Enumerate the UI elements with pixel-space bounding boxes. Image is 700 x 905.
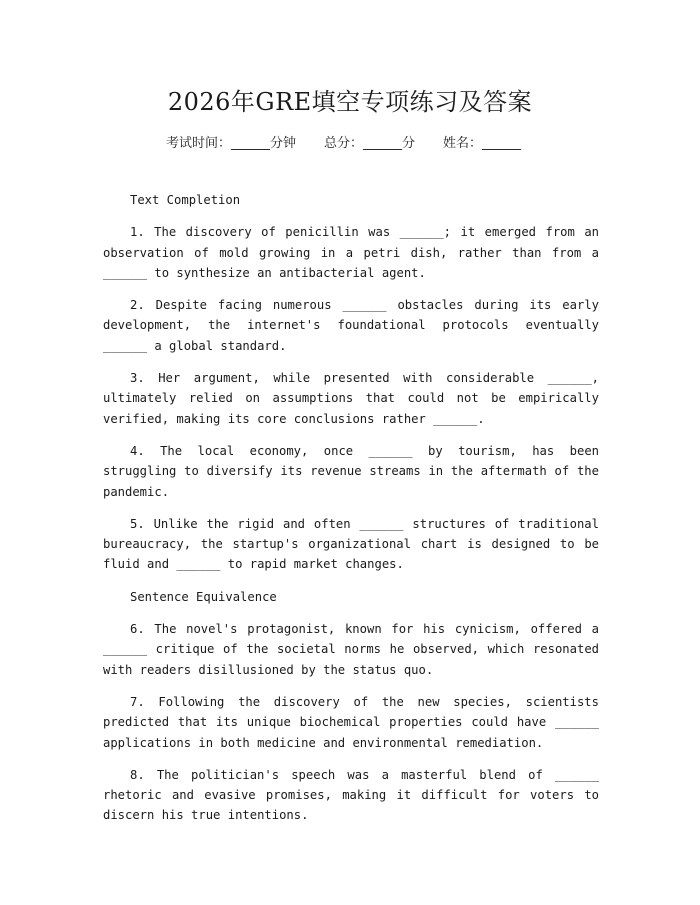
section-text-completion (103, 190, 599, 575)
question-content (103, 190, 599, 838)
exam-info-line (166, 132, 521, 151)
page-title: 2026年GRE填空专项练习及答案 (167, 88, 533, 116)
question-item: 3. Her argument, while presented with considerable ______, ultimately relied on assumptions that could not be empirically verified, making its core conclusions rather ______. (103, 371, 599, 426)
question-item: 8. The politician's speech was a masterful blend of ______ rhetoric and evasive promises, making it difficult for voters to discern his true intentions. (103, 767, 599, 823)
section-sentence-equivalence (103, 587, 599, 826)
question-item: 2. Despite facing numerous ______ obstacles during its early development, the internet's foundational protocols eventually ______ a global standard. (103, 298, 599, 353)
exam-time-label: 考试时间：______分钟 (166, 136, 297, 151)
question-item: 6. The novel's protagonist, known for his cynicism, offered a ______ critique of the societal norms he observed, which resonated with readers disillusioned by the status quo. (103, 622, 599, 677)
total-score-label: 总分：______分 (324, 136, 416, 151)
question-item: 7. Following the discovery of the new species, scientists predicted that its unique biochemical properties could have ______ applications in both medicine and environmental remediation. (103, 694, 599, 750)
question-item: 4. The local economy, once ______ by tourism, has been struggling to diversify its revenue streams in the aftermath of the pandemic. (103, 443, 599, 499)
section-heading: Sentence Equivalence (130, 589, 277, 604)
question-item: 1. The discovery of penicillin was ______; it emerged from an observation of mold growing in a petri dish, rather than from a ______ to synthesize an antibacterial agent. (103, 225, 599, 280)
section-heading: Text Completion (130, 193, 241, 207)
student-name-label: 姓名：______ (443, 136, 522, 151)
question-item: 5. Unlike the rigid and often ______ structures of traditional bureaucracy, the startup's organizational chart is designed to be fluid and ______ to rapid market changes. (103, 516, 599, 572)
